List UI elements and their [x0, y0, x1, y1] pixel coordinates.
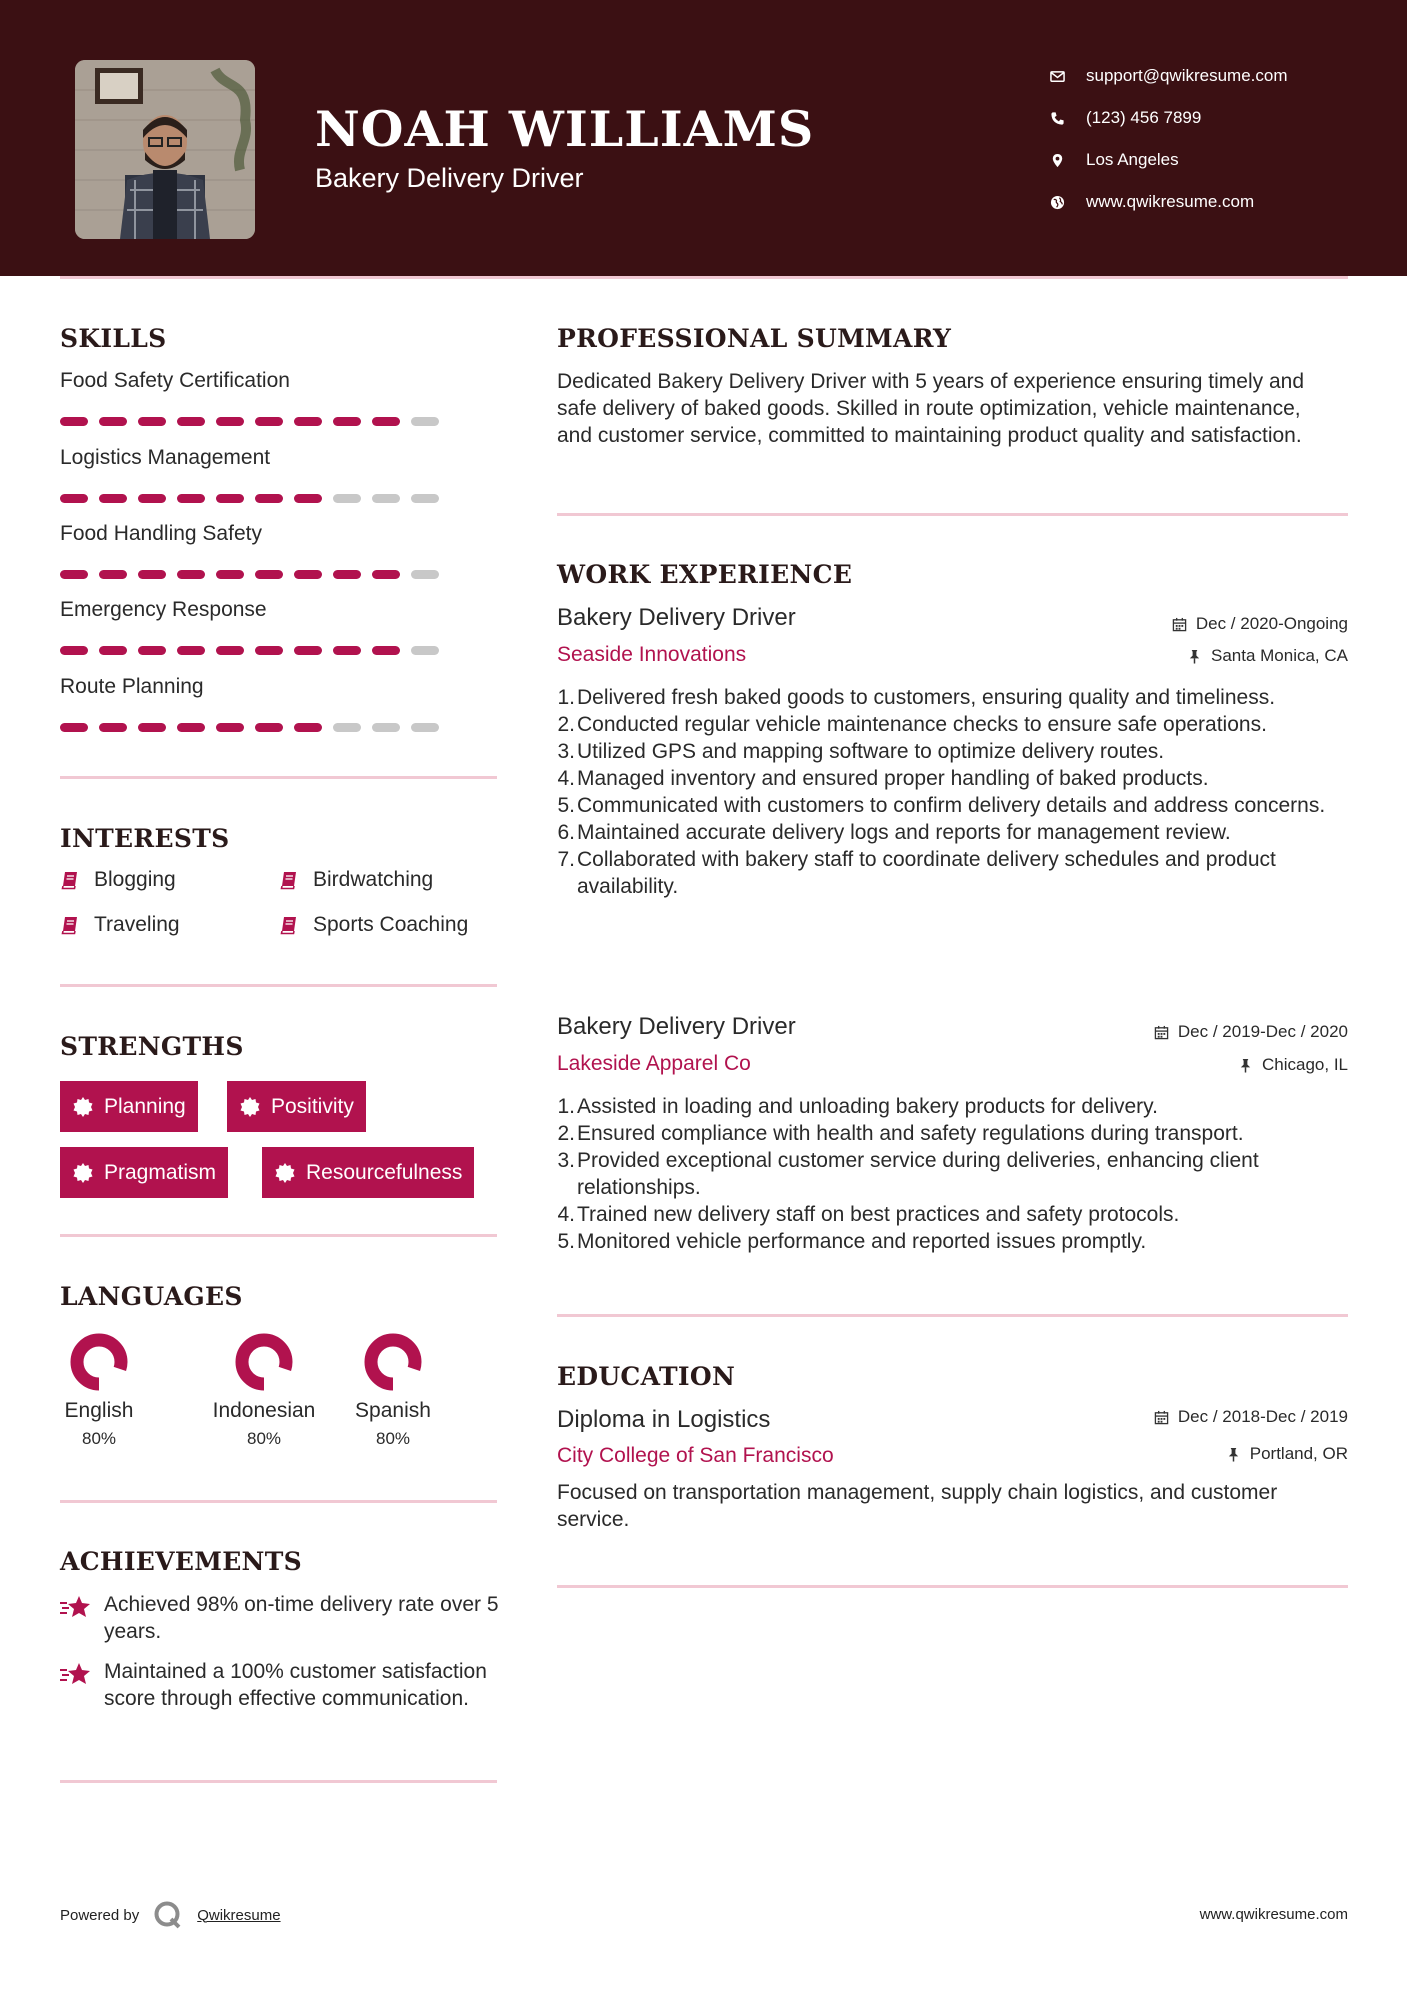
responsibility-text: Assisted in loading and unloading bakery products for delivery. [577, 1095, 1158, 1118]
language-progress-arc [242, 1340, 286, 1384]
job-dates-text: Dec / 2020-Ongoing [1195, 614, 1348, 633]
language-percent: 80% [246, 1429, 282, 1448]
skill-rating [60, 646, 439, 655]
job-responsibilities [557, 1093, 1357, 1255]
resume-header [0, 0, 1407, 276]
skill-dot-filled [138, 570, 166, 579]
profile-photo [75, 60, 255, 239]
globe-icon [1050, 195, 1086, 210]
responsibility-text: Communicated with customers to confirm delivery details and address concerns. [577, 794, 1326, 817]
skill-dot-filled [99, 646, 127, 655]
contact-website-text: www.qwikresume.com [1086, 192, 1255, 211]
language-progress-ring [362, 1331, 424, 1393]
skill-dot-filled [255, 723, 283, 732]
skill-label: Route Planning [60, 675, 204, 698]
skill-dot-filled [294, 723, 322, 732]
interests-heading: INTERESTS [60, 824, 230, 853]
contact-location [1050, 139, 1288, 181]
company-name: Seaside Innovations [557, 643, 747, 666]
qwikresume-logo-icon [153, 1900, 183, 1930]
achievements-heading: ACHIEVEMENTS [60, 1547, 302, 1576]
skill-dot-filled [60, 723, 88, 732]
contact-phone[interactable] [1050, 97, 1288, 139]
book-icon [60, 870, 80, 890]
skill-dot-filled [333, 417, 361, 426]
responsibility-item [557, 765, 1347, 792]
book-icon [60, 915, 80, 935]
brand-link[interactable]: Qwikresume [197, 1906, 281, 1924]
interest-item [60, 868, 176, 892]
skill-dot-filled [177, 494, 205, 503]
responsibility-item [557, 684, 1347, 711]
phone-icon [1050, 111, 1086, 126]
responsibility-text: Ensured compliance with health and safety regulations during transport. [577, 1122, 1244, 1145]
footer-url[interactable]: www.qwikresume.com [1199, 1906, 1348, 1923]
list-number: 2. [557, 713, 575, 736]
section-divider [60, 776, 497, 779]
summary-text: Dedicated Bakery Delivery Driver with 5 years of experience ensuring timely and safe delivery of baked goods. Skilled in route optimization, vehicle maintenance, and customer service, committed to maintaining product quality and satisfaction. [557, 370, 1304, 447]
skill-dot-filled [255, 417, 283, 426]
strength-label: Pragmatism [104, 1160, 217, 1184]
skill-dot-filled [216, 646, 244, 655]
responsibility-item [557, 738, 1347, 765]
section-divider [60, 1234, 497, 1237]
summary-heading: PROFESSIONAL SUMMARY [557, 324, 952, 353]
skill-dot-filled [294, 646, 322, 655]
language-item [199, 1331, 329, 1449]
skill-dot-filled [255, 494, 283, 503]
education-heading: EDUCATION [557, 1362, 736, 1391]
language-item [34, 1331, 164, 1449]
skill-dot-filled [177, 570, 205, 579]
list-number: 7. [557, 848, 575, 871]
responsibility-text: Utilized GPS and mapping software to optimize delivery routes. [577, 740, 1165, 763]
responsibility-text: Trained new delivery staff on best practices and safety protocols. [577, 1203, 1180, 1226]
list-number: 2. [557, 1122, 575, 1145]
skill-dot-empty [333, 723, 361, 732]
badge-icon [274, 1162, 296, 1184]
list-number: 1. [557, 686, 575, 709]
skill-dot-filled [138, 723, 166, 732]
skill-dot-filled [60, 570, 88, 579]
achievement-text: Achieved 98% on-time delivery rate over 5 years. [104, 1593, 499, 1643]
skill-dot-filled [60, 646, 88, 655]
skill-dot-filled [294, 494, 322, 503]
skill-dot-empty [333, 494, 361, 503]
job-dates [1172, 614, 1348, 634]
envelope-icon [1050, 69, 1086, 84]
language-progress-ring [68, 1331, 130, 1393]
strength-label: Resourcefulness [306, 1160, 463, 1184]
skill-dot-filled [372, 646, 400, 655]
skill-rating [60, 417, 439, 426]
contact-email[interactable] [1050, 55, 1288, 97]
skill-dot-filled [60, 494, 88, 503]
language-percent: 80% [375, 1429, 411, 1448]
skill-dot-filled [294, 570, 322, 579]
responsibility-item [557, 1228, 1357, 1255]
skill-dot-empty [372, 723, 400, 732]
contact-phone-text: (123) 456 7899 [1086, 108, 1202, 127]
pushpin-icon [1238, 1058, 1253, 1073]
powered-by [60, 1900, 281, 1930]
language-name: Indonesian [212, 1399, 316, 1422]
section-divider [60, 984, 497, 987]
skill-dot-filled [216, 570, 244, 579]
profile-photo-illustration [75, 60, 255, 239]
candidate-name: NOAH WILLIAMS [315, 100, 815, 158]
responsibility-item [557, 1201, 1357, 1228]
book-icon [279, 915, 299, 935]
pushpin-icon [1187, 649, 1202, 664]
achievement-text: Maintained a 100% customer satisfaction score through effective communication. [104, 1660, 487, 1710]
skill-dot-empty [411, 723, 439, 732]
responsibility-text: Conducted regular vehicle maintenance checks to ensure safe operations. [577, 713, 1267, 736]
languages-heading: LANGUAGES [60, 1282, 243, 1311]
skill-dot-filled [99, 723, 127, 732]
strength-tag [262, 1147, 474, 1198]
interest-label: Traveling [94, 913, 180, 936]
pushpin-icon [1226, 1447, 1241, 1462]
job-responsibilities [557, 684, 1347, 900]
skill-dot-empty [411, 646, 439, 655]
candidate-job-title: Bakery Delivery Driver [315, 163, 584, 193]
skill-dot-filled [177, 417, 205, 426]
job-location-text: Santa Monica, CA [1210, 646, 1348, 665]
badge-icon [239, 1096, 261, 1118]
achievement-item [60, 1591, 500, 1645]
calendar-icon [1154, 1025, 1169, 1040]
responsibility-text: Provided exceptional customer service during deliveries, enhancing client relationships. [577, 1149, 1259, 1199]
strength-label: Planning [104, 1094, 186, 1118]
language-progress-arc [371, 1340, 415, 1384]
list-number: 5. [557, 1230, 575, 1253]
skill-label: Food Safety Certification [60, 369, 290, 392]
skill-label: Logistics Management [60, 446, 271, 469]
responsibility-item [557, 819, 1347, 846]
skill-rating [60, 494, 439, 503]
skill-dot-filled [138, 646, 166, 655]
section-divider [60, 1500, 497, 1503]
responsibility-text: Delivered fresh baked goods to customers, ensuring quality and timeliness. [577, 686, 1276, 709]
skill-dot-filled [99, 494, 127, 503]
list-number: 1. [557, 1095, 575, 1118]
list-number: 3. [557, 740, 575, 763]
work-experience-heading: WORK EXPERIENCE [557, 560, 853, 589]
responsibility-item [557, 711, 1347, 738]
skill-dot-filled [372, 570, 400, 579]
header-divider [60, 276, 1348, 279]
job-location-text: Chicago, IL [1262, 1055, 1348, 1074]
star-icon [60, 1594, 92, 1622]
book-icon [279, 870, 299, 890]
education-location-text: Portland, OR [1249, 1444, 1348, 1463]
skill-dot-filled [216, 417, 244, 426]
skill-rating [60, 570, 439, 579]
company-name: Lakeside Apparel Co [557, 1052, 751, 1075]
section-divider [557, 1585, 1348, 1588]
job-title: Bakery Delivery Driver [557, 604, 796, 631]
job-title: Bakery Delivery Driver [557, 1013, 796, 1040]
language-item [328, 1331, 458, 1449]
badge-icon [72, 1096, 94, 1118]
skill-dot-filled [372, 417, 400, 426]
skill-dot-filled [177, 723, 205, 732]
strength-tag [60, 1081, 198, 1132]
skills-heading: SKILLS [60, 324, 167, 353]
education-dates-text: Dec / 2018-Dec / 2019 [1177, 1407, 1348, 1426]
contact-email-text: support@qwikresume.com [1086, 66, 1288, 85]
interest-label: Sports Coaching [313, 913, 469, 936]
interest-item [279, 868, 433, 892]
list-number: 3. [557, 1149, 575, 1172]
language-percent: 80% [81, 1429, 117, 1448]
responsibility-text: Managed inventory and ensured proper handling of baked products. [577, 767, 1209, 790]
skill-dot-filled [294, 417, 322, 426]
list-number: 4. [557, 767, 575, 790]
skill-dot-filled [333, 646, 361, 655]
strength-tag [227, 1081, 366, 1132]
calendar-icon [1154, 1410, 1169, 1425]
responsibility-item [557, 1120, 1357, 1147]
language-progress-ring [233, 1331, 295, 1393]
responsibility-text: Maintained accurate delivery logs and reports for management review. [577, 821, 1231, 844]
badge-icon [72, 1162, 94, 1184]
skill-dot-empty [411, 570, 439, 579]
list-number: 4. [557, 1203, 575, 1226]
skill-dot-filled [255, 646, 283, 655]
star-icon [60, 1661, 92, 1689]
section-divider [557, 1314, 1348, 1317]
skill-dot-filled [216, 723, 244, 732]
contact-website[interactable] [1050, 181, 1288, 223]
powered-by-label: Powered by [60, 1906, 140, 1924]
section-divider [557, 513, 1348, 516]
list-number: 5. [557, 794, 575, 817]
education-dates [1154, 1407, 1348, 1427]
education-description: Focused on transportation management, supply chain logistics, and customer service. [557, 1481, 1278, 1531]
school-name: City College of San Francisco [557, 1444, 834, 1467]
interest-label: Birdwatching [313, 868, 434, 891]
strength-label: Positivity [271, 1094, 354, 1118]
degree-title: Diploma in Logistics [557, 1406, 771, 1433]
responsibility-text: Collaborated with bakery staff to coordinate delivery schedules and product availability. [577, 848, 1276, 898]
education-location [1226, 1444, 1348, 1464]
job-dates [1154, 1022, 1348, 1042]
skill-dot-filled [216, 494, 244, 503]
skill-label: Food Handling Safety [60, 522, 262, 545]
skill-dot-filled [60, 417, 88, 426]
section-divider [60, 1780, 497, 1783]
strengths-heading: STRENGTHS [60, 1032, 244, 1061]
language-progress-arc [77, 1340, 121, 1384]
skill-label: Emergency Response [60, 598, 267, 621]
calendar-icon [1172, 617, 1187, 632]
interest-label: Blogging [94, 868, 176, 891]
responsibility-item [557, 1147, 1357, 1201]
list-number: 6. [557, 821, 575, 844]
contact-location-text: Los Angeles [1086, 150, 1179, 169]
skill-rating [60, 723, 439, 732]
responsibility-item [557, 846, 1347, 900]
skill-dot-empty [411, 417, 439, 426]
location-pin-icon [1050, 153, 1086, 168]
job-location [1187, 646, 1348, 666]
skill-dot-filled [177, 646, 205, 655]
skill-dot-filled [333, 570, 361, 579]
skill-dot-empty [411, 494, 439, 503]
language-name: English [64, 1399, 134, 1422]
contact-list [1050, 55, 1288, 223]
responsibility-item [557, 792, 1347, 819]
job-location [1238, 1055, 1348, 1075]
skill-dot-filled [138, 494, 166, 503]
interest-item [60, 913, 180, 937]
skill-dot-filled [138, 417, 166, 426]
strength-tag [60, 1147, 228, 1198]
responsibility-item [557, 1093, 1357, 1120]
job-dates-text: Dec / 2019-Dec / 2020 [1177, 1022, 1348, 1041]
skill-dot-empty [372, 494, 400, 503]
responsibility-text: Monitored vehicle performance and reported issues promptly. [577, 1230, 1147, 1253]
skill-dot-filled [255, 570, 283, 579]
interest-item [279, 913, 468, 937]
skill-dot-filled [99, 570, 127, 579]
language-name: Spanish [355, 1399, 431, 1422]
achievement-item [60, 1658, 500, 1712]
skill-dot-filled [99, 417, 127, 426]
